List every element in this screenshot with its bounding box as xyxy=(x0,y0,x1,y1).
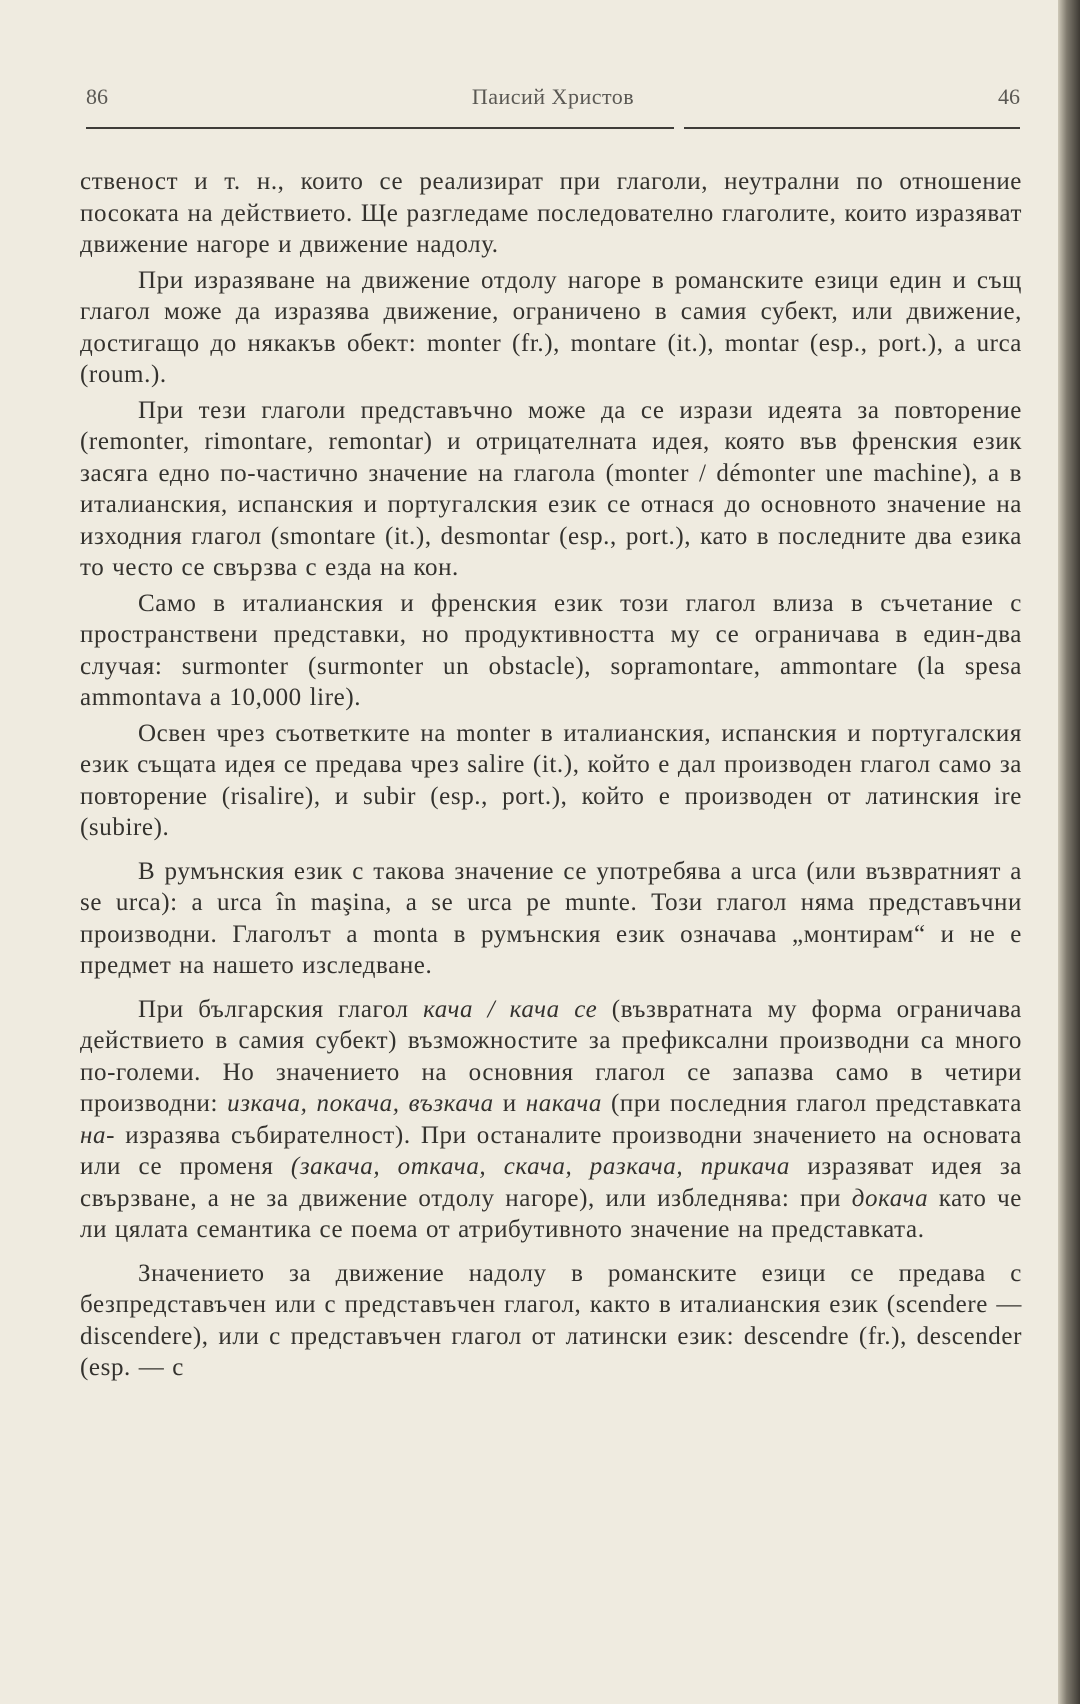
author-name: Паисий Христов xyxy=(471,84,635,109)
text-run: като че ли цялата семантика се поема от атрибутивното значение на представката. xyxy=(80,1184,1022,1243)
paragraph-4 xyxy=(80,588,1022,714)
italic-term: (закача, откача, скача, разкача, прикача xyxy=(290,1153,790,1180)
book-binding-edge xyxy=(1058,0,1080,1704)
text-run: (възвратната му форма ограничава действието в самия субект) възможностите за префиксални производни са много по-големи. Но значението на основния глагол се запазва само в четири производни: xyxy=(80,995,1023,1117)
body-text xyxy=(80,166,1022,1388)
text-run: и xyxy=(493,1090,526,1117)
header-rule-right xyxy=(684,127,1020,129)
paragraph-2 xyxy=(80,265,1022,391)
italic-term: кача / кача се xyxy=(423,995,598,1023)
text-run: В румънския език с такова значение се употребява a urca (или възвратният a se urca): a urca în maşina, a se urca pe munte. Този глагол няма представъчни производни. Глаголът a monta в румънския език означава „монтирам“ и не е предмет на нашето изследване. xyxy=(80,857,1022,979)
text-run: При изразяване на движение отдолу нагоре в романските езици един и същ глагол може да изразява движение, ограничено в самия субект, или движение, достигащо до някакъв обект: monter (fr.), montare (it.), montar (esp., port.), a urca (roum.). xyxy=(80,266,1022,388)
text-run: (при последния глагол представката xyxy=(601,1090,1023,1117)
right-page-number: 46 xyxy=(998,84,1020,109)
text-run: При българския глагол xyxy=(138,995,424,1023)
paragraph-7 xyxy=(80,994,1022,1246)
paragraph-8 xyxy=(80,1258,1022,1384)
italic-term: накача xyxy=(525,1090,602,1117)
paragraph-3 xyxy=(80,395,1022,584)
text-run: При тези глаголи представъчно може да се изрази идеята за повторение (remonter, rimontare, remontar) и отрицателната идея, която във френския език засяга едно по-частично значение на глагола (monter / démonter une machine), а в италианския, испанския и португалския език се отнася до основното значение на изходния глагол (smontare (it.), desmontar (esp., port.), като в последните два езика то често се свързва с езда на кон. xyxy=(80,396,1022,581)
running-header xyxy=(86,84,1020,120)
paragraph-5 xyxy=(80,718,1022,844)
header-rule-left xyxy=(86,127,674,129)
italic-term: изкача, покача, възкача xyxy=(227,1090,494,1117)
left-page-number: 86 xyxy=(86,84,108,109)
text-run: изразяват идея за свързване, а не за движение отдолу нагоре), или избледнява: при xyxy=(80,1153,1022,1212)
italic-term: на- xyxy=(80,1121,116,1149)
text-run: изразява събирателност). При останалите производни значението на основата или се променя xyxy=(80,1121,1022,1180)
text-run: Освен чрез съответките на monter в италианския, испанския и португалския език същата идея се предава чрез salire (it.), който е дал производен глагол само за повторение (risalire), и subir (esp., port.), който е производен от латинския ire (subire). xyxy=(80,719,1022,841)
text-run: ственост и т. н., които се реализират при глаголи, неутрални по отношение посоката на действието. Ще разгледаме последователно глаголите, които изразяват движение нагоре и движение надолу. xyxy=(80,168,1022,258)
paragraph-1 xyxy=(80,166,1022,261)
text-run: Само в италианския и френския език този глагол влиза в съчетание с пространствени представки, но продуктивността му се ограничава в един-два случая: surmonter (surmonter un obstacle), sopramontare, ammontare (la spesa ammontava a 10,000 lire). xyxy=(80,589,1022,711)
italic-term: докача xyxy=(851,1184,929,1212)
paragraph-6 xyxy=(80,856,1022,982)
text-run: Значението за движение надолу в романските езици се предава с безпредставъчен или с представъчен глагол, както в италианския език (scendere — discendere), или с представъчен глагол от латински език: descendre (fr.), descender (esp. — с xyxy=(80,1259,1022,1381)
